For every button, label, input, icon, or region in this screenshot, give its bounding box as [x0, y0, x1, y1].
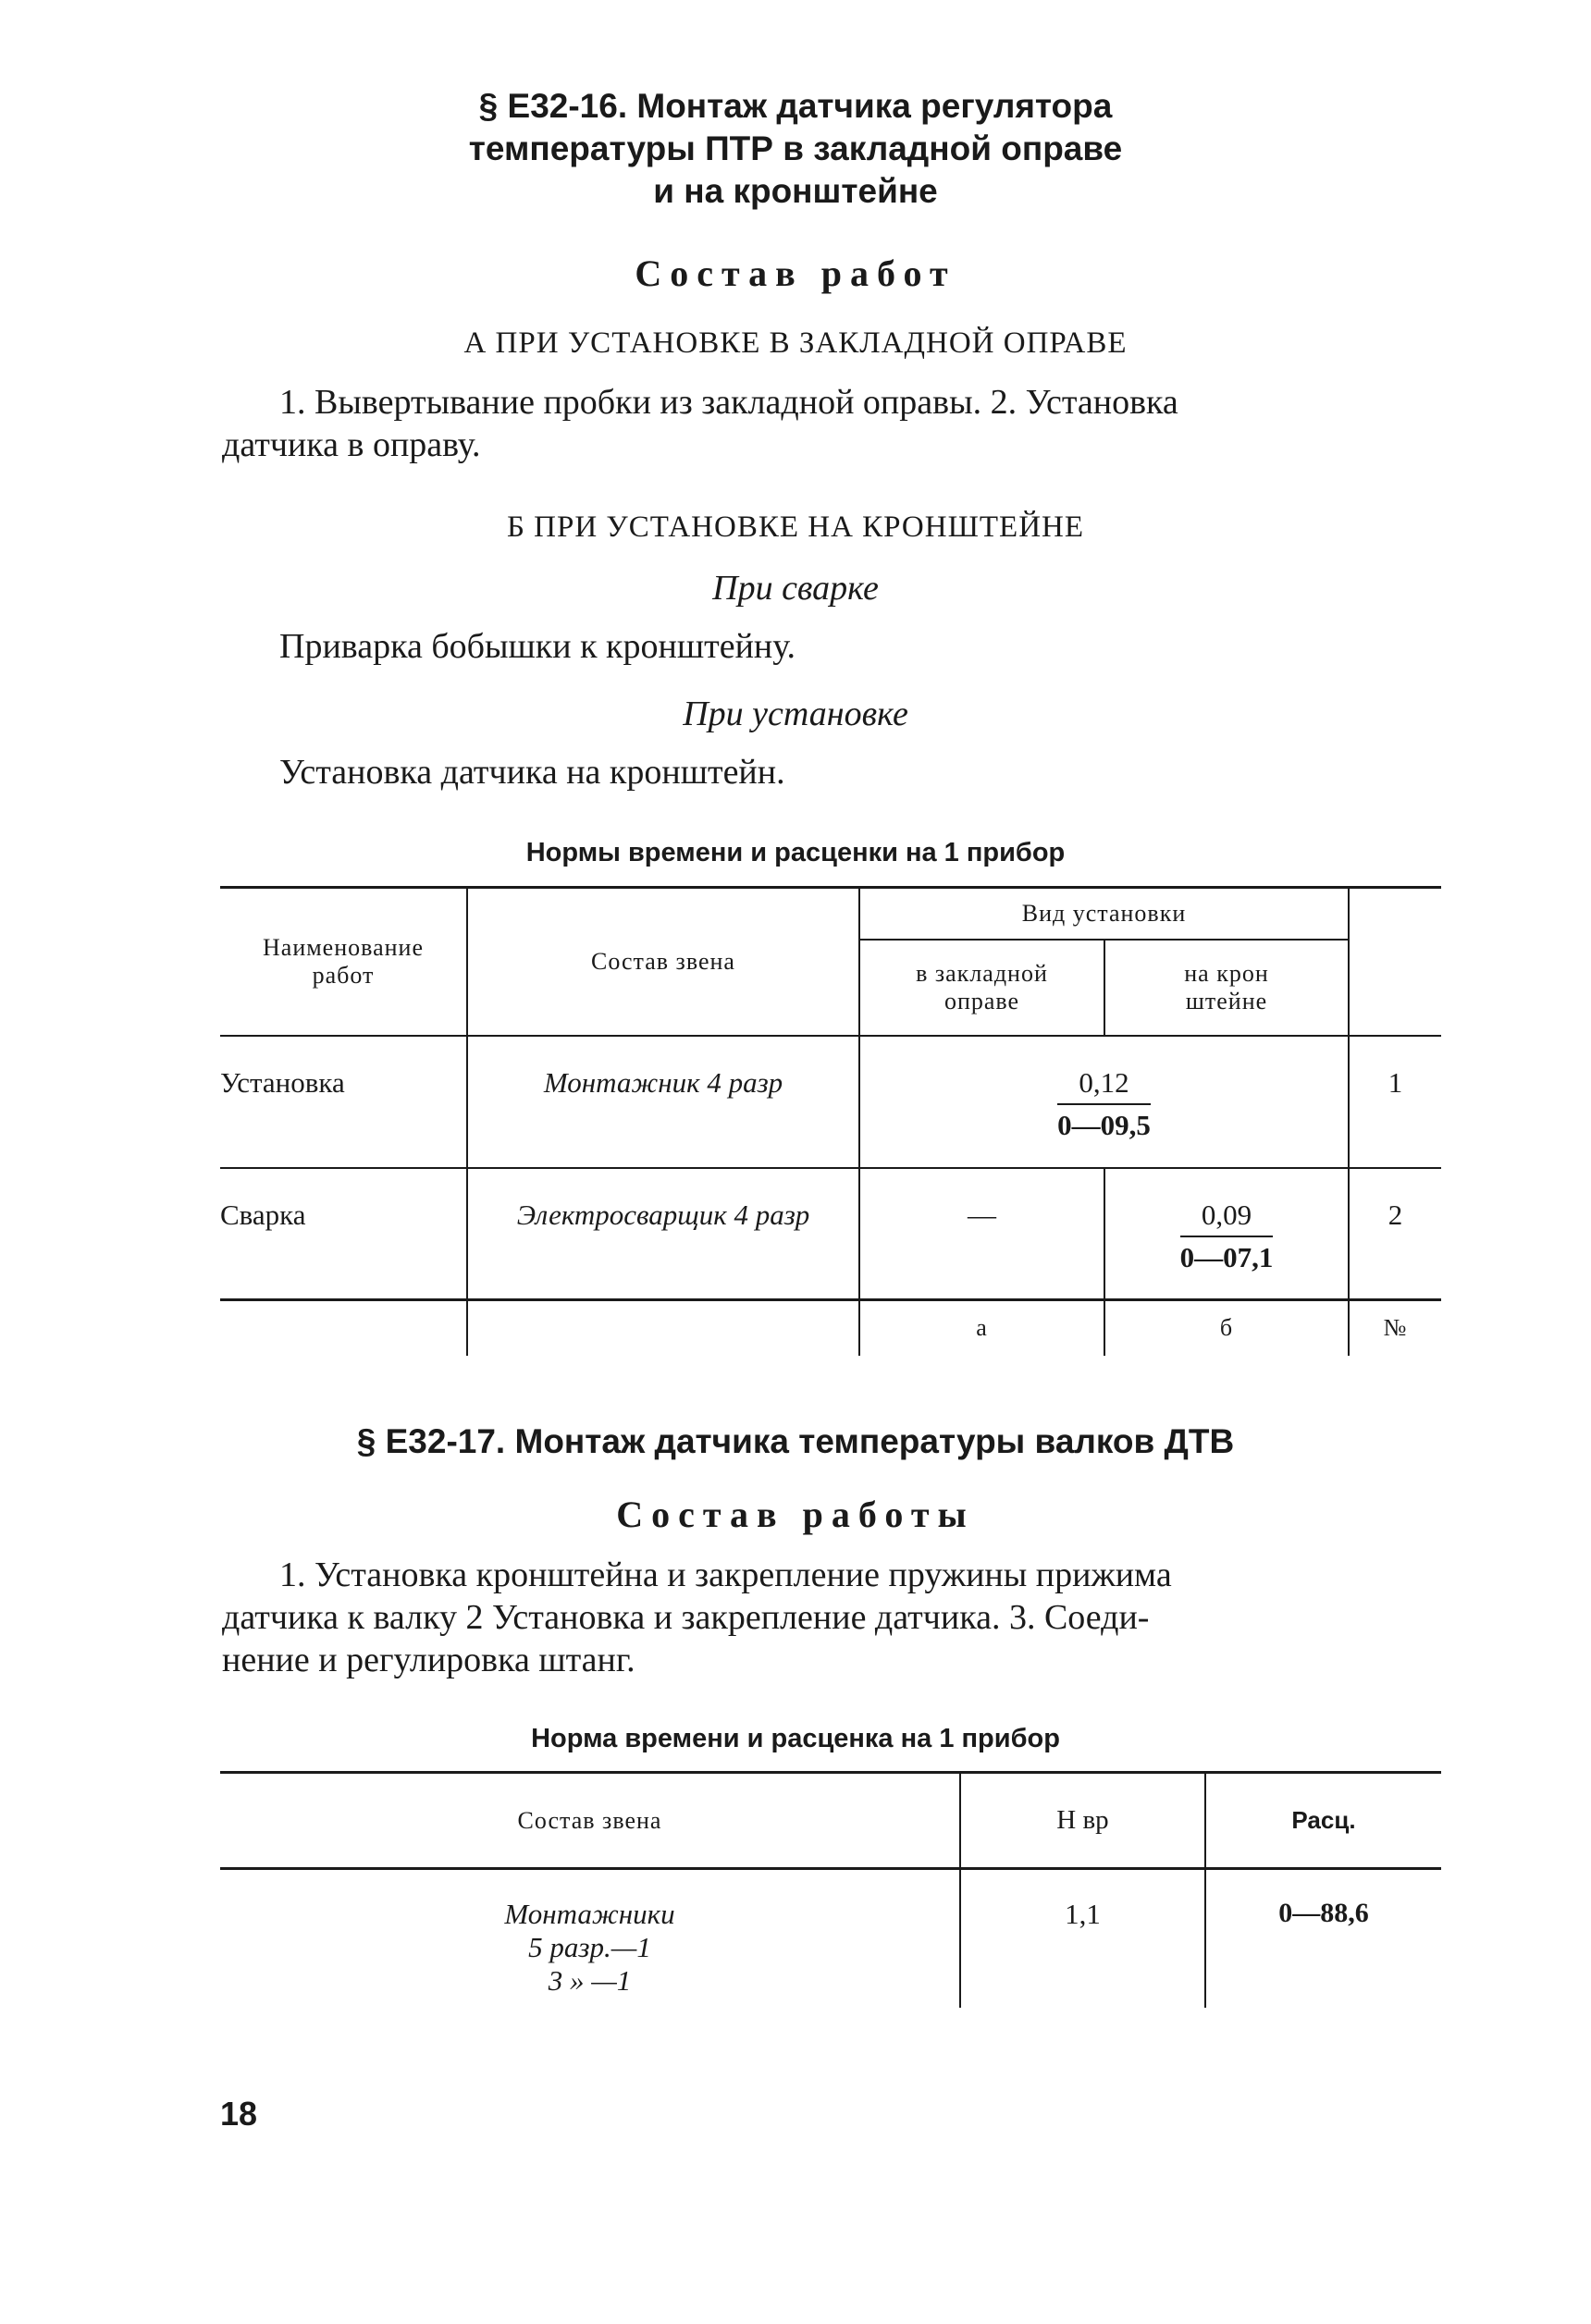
- section-16-composition-heading: Состав работ: [635, 252, 956, 294]
- row-1-work: Установка: [220, 1036, 467, 1168]
- header-crew: Состав звена: [467, 888, 859, 1036]
- row-1-fraction: [1057, 1066, 1151, 1142]
- norms-table-17: [220, 1771, 1441, 2008]
- subheading-b: Б ПРИ УСТАНОВКЕ НА КРОНШТЕЙНЕ: [506, 510, 1085, 544]
- section-16-title-line-3: и на кронштейне: [653, 172, 938, 210]
- table-17-caption: Норма времени и расценка на 1 прибор: [531, 1724, 1060, 1753]
- section-16-title-line-2: температуры ПТР в закладной оправе: [468, 129, 1123, 167]
- footer-blank-2: [467, 1300, 859, 1356]
- section-17-title: § Е32-17. Монтаж датчика температуры валков ДТВ: [356, 1422, 1235, 1460]
- row-2-price: 0—07,1: [1179, 1240, 1274, 1273]
- row-2-work: Сварка: [220, 1168, 467, 1300]
- paragraph-a-line-2: датчика в оправу.: [222, 425, 481, 464]
- section-17-para-line-3: нение и регулировка штанг.: [222, 1641, 635, 1679]
- table-row: [220, 1036, 1441, 1168]
- section-17-para-line-1: 1. Установка кронштейна и закрепление пружины прижима: [279, 1555, 1172, 1594]
- section-16-title: [222, 85, 1369, 213]
- footer-col-a: а: [859, 1300, 1104, 1356]
- row-1-crew: Монтажник 4 разр: [467, 1036, 859, 1168]
- row-1-price: 0—09,5: [1057, 1108, 1151, 1141]
- t17-crew-line-1: Монтажники: [504, 1898, 675, 1930]
- subheading-a: А ПРИ УСТАНОВКЕ В ЗАКЛАДНОЙ ОПРАВЕ: [463, 326, 1128, 360]
- table-row: [220, 1869, 1441, 2008]
- when-installing-heading: При установке: [683, 695, 908, 733]
- t17-crew-line-2: 5 разр.—1: [528, 1931, 651, 1963]
- table-footer-row: [220, 1300, 1441, 1356]
- row-2-fraction: [1180, 1199, 1274, 1274]
- paragraph-a-line-1: 1. Вывертывание пробки из закладной оправы. 2. Установка: [279, 383, 1178, 422]
- row-2-time-norm: 0,09: [1180, 1199, 1274, 1237]
- t17-header-price: Расц.: [1205, 1773, 1441, 1869]
- header-in-mount: в закладной оправе: [859, 940, 1104, 1036]
- section-17-para-line-2: датчика к валку 2 Установка и закрепление датчика. 3. Соеди-: [222, 1598, 1150, 1637]
- t17-header-time: Н вр: [960, 1773, 1205, 1869]
- when-welding-heading: При сварке: [712, 569, 879, 608]
- row-1-no: 1: [1349, 1036, 1441, 1168]
- header-on-bracket: на крон штейне: [1104, 940, 1349, 1036]
- header-work-name: Наименование работ: [220, 888, 467, 1036]
- row-2-crew: Электросварщик 4 разр: [467, 1168, 859, 1300]
- section-17-composition-heading: Состав работы: [616, 1494, 975, 1535]
- header-no-blank: [1349, 888, 1441, 1036]
- row-2-dash: —: [859, 1168, 1104, 1300]
- table-row: [220, 1168, 1441, 1300]
- table-16-caption: Нормы времени и расценки на 1 прибор: [525, 838, 1066, 867]
- footer-col-b: б: [1104, 1300, 1349, 1356]
- section-17-paragraph: [222, 1554, 1462, 1681]
- welding-text: Приварка бобышки к кронштейну.: [279, 627, 796, 666]
- row-2-value: [1104, 1168, 1349, 1300]
- t17-price-value: 0—88,6: [1278, 1898, 1369, 1928]
- norms-table-16: [220, 886, 1441, 1356]
- page-number: 18: [220, 2095, 258, 2133]
- footer-blank-1: [220, 1300, 467, 1356]
- row-2-no: 2: [1349, 1168, 1441, 1300]
- footer-col-no: №: [1383, 1314, 1408, 1342]
- t17-crew-line-3: 3 » —1: [548, 1964, 632, 1997]
- t17-crew-cell: [220, 1869, 960, 2008]
- row-1-value: [859, 1036, 1349, 1168]
- header-install-type: Вид установки: [859, 888, 1349, 940]
- t17-header-crew: Состав звена: [220, 1773, 960, 1869]
- t17-time-value: 1,1: [960, 1869, 1205, 2008]
- section-16-title-line-1: § Е32-16. Монтаж датчика регулятора: [478, 87, 1113, 125]
- paragraph-a: [222, 381, 1462, 466]
- installing-text: Установка датчика на кронштейн.: [279, 753, 785, 792]
- row-1-time-norm: 0,12: [1057, 1066, 1151, 1105]
